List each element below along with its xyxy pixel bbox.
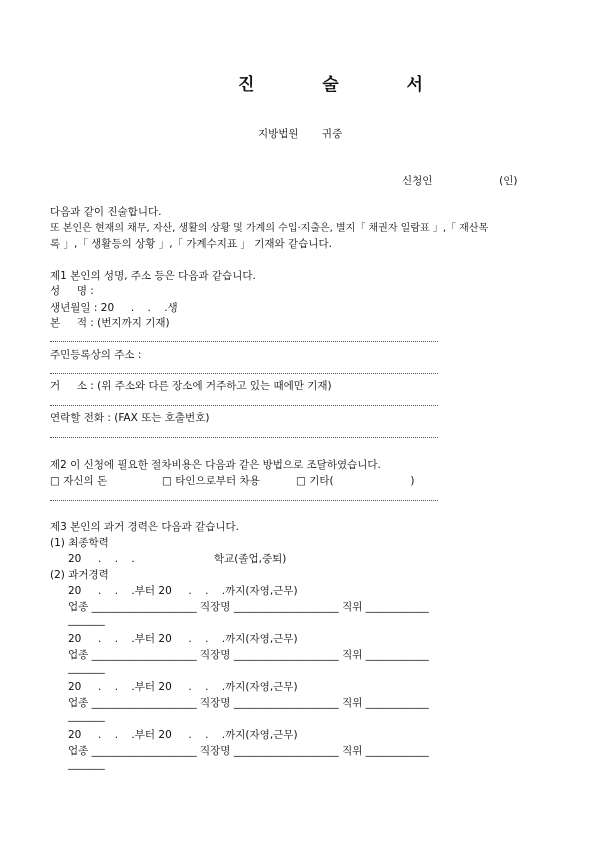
education-date: 20 . . . xyxy=(68,553,135,565)
dotted-line xyxy=(50,500,438,501)
address-field: 주민등록상의 주소 : xyxy=(50,349,142,361)
section1-heading: 제1 본인의 성명, 주소 등은 다음과 같습니다. xyxy=(50,270,256,282)
funding-option-other[interactable]: □ 기타( ) xyxy=(296,475,415,487)
court-addressee: 지방법원 귀중 xyxy=(258,128,343,140)
intro-line-1: 다음과 같이 진술합니다. xyxy=(50,206,162,218)
dotted-line xyxy=(50,373,438,374)
dotted-line xyxy=(50,341,438,342)
career-period: 20 . . .부터 20 . . .까지(자영,근무) xyxy=(68,729,298,741)
career-job-line-cont: _______ xyxy=(68,758,105,770)
career-job-line-cont: _______ xyxy=(68,710,105,722)
section3-heading: 제3 본인의 과거 경력은 다음과 같습니다. xyxy=(50,521,239,533)
career-period: 20 . . .부터 20 . . .까지(자영,근무) xyxy=(68,633,298,645)
career-job-line-cont: _______ xyxy=(68,614,105,626)
name-field: 성 명 : xyxy=(50,285,94,297)
career-period: 20 . . .부터 20 . . .까지(자영,근무) xyxy=(68,585,298,597)
phone-field: 연락할 전화 : (FAX 또는 호출번호) xyxy=(50,412,210,424)
career-job-line: 업종 ____________________ 직장명 ____________________ 직위 ____________ xyxy=(68,697,429,709)
career-job-line-cont: _______ xyxy=(68,662,105,674)
document-title: 진 술 서 xyxy=(238,75,423,95)
dotted-line xyxy=(50,405,438,406)
education-school: 학교(졸업,중퇴) xyxy=(214,553,287,565)
career-job-line: 업종 ____________________ 직장명 ____________________ 직위 ____________ xyxy=(68,745,429,757)
intro-line-2: 또 본인은 현재의 채무, 자산, 생활의 상황 및 가계의 수입·지출은, 별지「 채권자 일람표 」,「 재산목 xyxy=(50,223,489,234)
career-heading: (2) 과거경력 xyxy=(50,569,109,581)
dotted-line xyxy=(50,437,438,438)
intro-line-3: 록 」,「 생활등의 상황 」,「 가계수지표 」 기재와 같습니다. xyxy=(50,238,332,250)
residence-field: 거 소 : (위 주소와 다른 장소에 거주하고 있는 때에만 기재) xyxy=(50,380,332,392)
career-job-line: 업종 ____________________ 직장명 ____________________ 직위 ____________ xyxy=(68,649,429,661)
domicile-field: 본 적 : (번지까지 기재) xyxy=(50,317,170,329)
section2-heading: 제2 이 신청에 필요한 절차비용은 다음과 같은 방법으로 조달하였습니다. xyxy=(50,459,381,471)
funding-option-own-money[interactable]: □ 자신의 돈 xyxy=(50,475,108,487)
funding-option-borrowed[interactable]: □ 타인으로부터 차용 xyxy=(162,475,260,487)
career-period: 20 . . .부터 20 . . .까지(자영,근무) xyxy=(68,681,298,693)
birthdate-field: 생년월일 : 20 . . .생 xyxy=(50,302,178,314)
applicant-seal: 신청인 (인) xyxy=(402,175,518,187)
education-heading: (1) 최종학력 xyxy=(50,537,109,549)
career-job-line: 업종 ____________________ 직장명 ____________________ 직위 ____________ xyxy=(68,601,429,613)
